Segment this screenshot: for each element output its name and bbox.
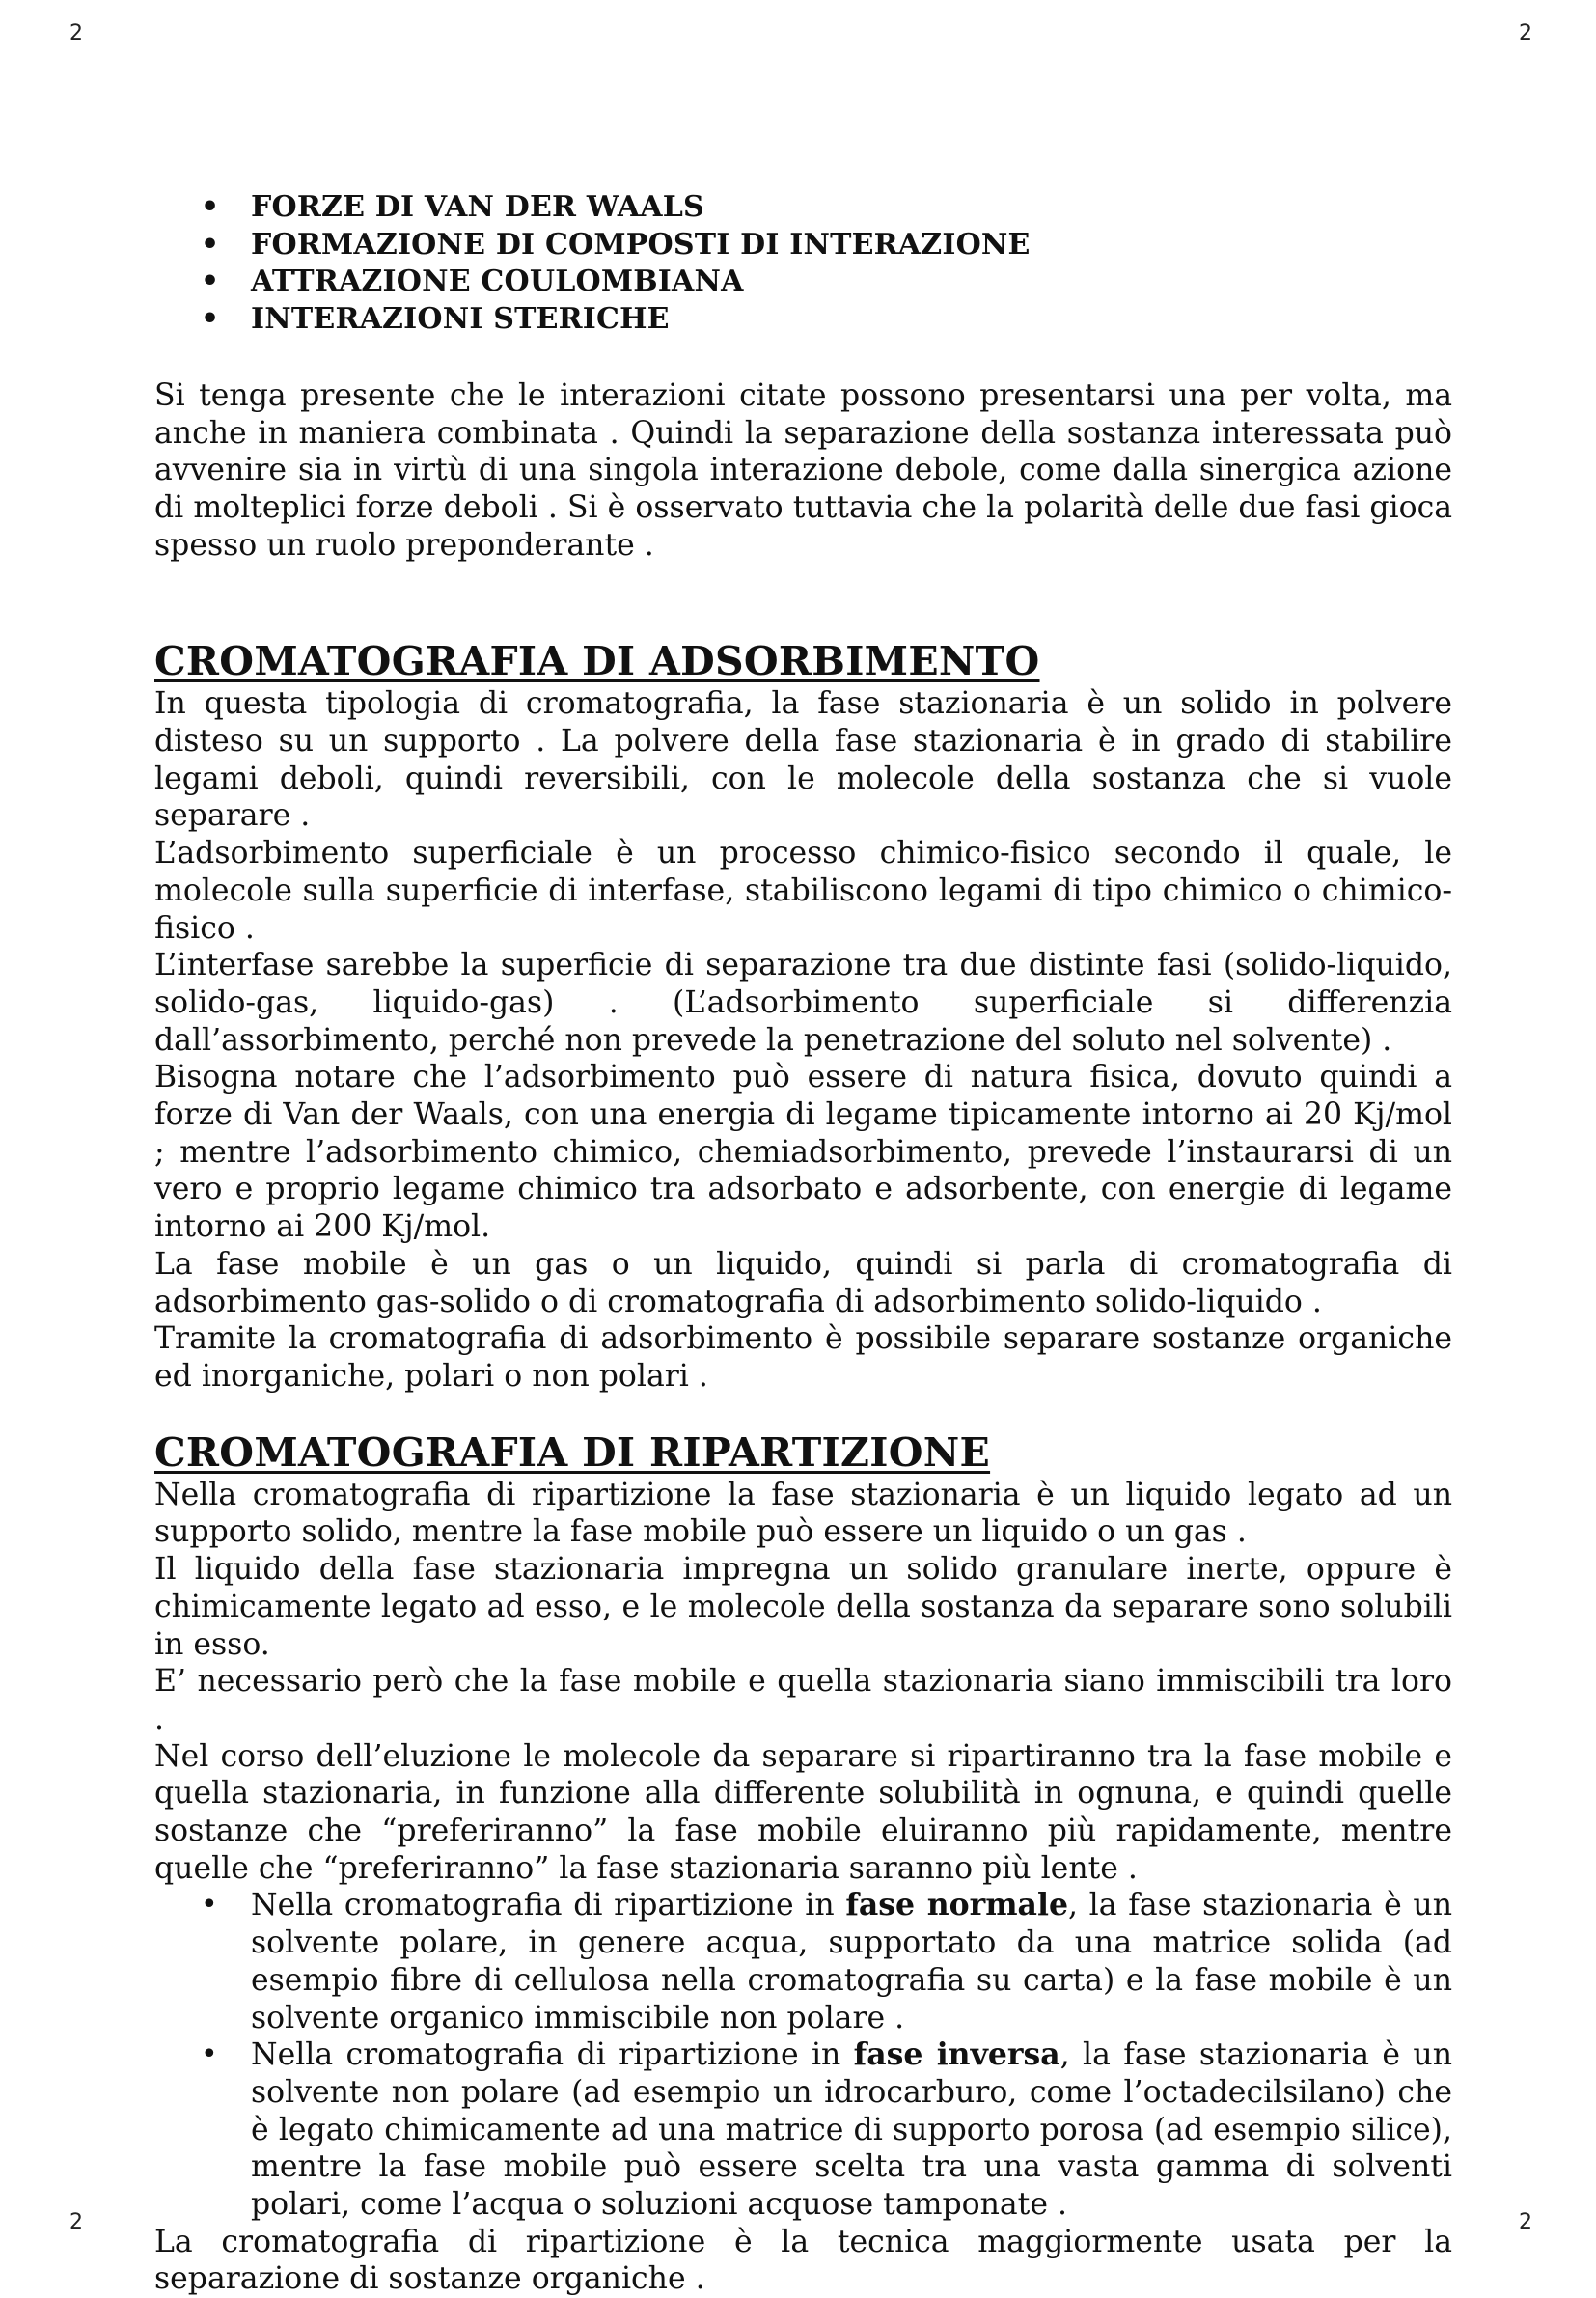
page-number-bottom-left: 2 (69, 2210, 83, 2234)
paragraph: L’adsorbimento superficiale è un processo chimico-fisico secondo il quale, le molecole sulla superficie di interfase, stabiliscono legami di tipo chimico o chimico-fisico . (154, 836, 1452, 946)
list-item-fase-inversa (154, 2036, 1452, 2224)
page-number-bottom-right: 2 (1519, 2210, 1532, 2234)
bullet-text: Nella cromatografia di ripartizione in (251, 2037, 854, 2073)
paragraph: L’interfase sarebbe la superficie di separazione tra due distinte fasi (solido-liquido, solido-gas, liquido-gas) . (L’adsorbimento superficiale si differenzia dall’assorbimento, perché non prevede la penetrazione del soluto nel solvente) . (154, 948, 1452, 1058)
paragraph: Tramite la cromatografia di adsorbimento è possibile separare sostanze organiche ed inorganiche, polari o non polari . (154, 1321, 1452, 1394)
page-number-top-left: 2 (69, 21, 83, 45)
section-ripartizione (154, 1477, 1452, 2298)
paragraph: Nel corso dell’eluzione le molecole da separare si ripartiranno tra la fase mobile e quella stazionaria, in funzione alla differente solubilità in ognuna, e quindi quelle sostanze che “preferiranno” la fase mobile eluiranno più rapidamente, mentre quelle che “preferiranno” la fase stazionaria saranno più lente . (154, 1738, 1452, 1886)
bullet-text: , la fase stazionaria è un solvente polare, in genere acqua, supportato da una matrice solida (ad esempio fibre di cellulosa nella cromatografia su carta) e la fase mobile è un solvente organico immiscibile non polare . (251, 1888, 1452, 2035)
paragraph: Il liquido della fase stazionaria impregna un solido granulare inerte, oppure è chimicamente legato ad esso, e le molecole della sostanza da separare sono solubili in esso. (154, 1552, 1452, 1662)
list-item: • INTERAZIONI STERICHE (154, 301, 1452, 339)
bullet-text: , la fase stazionaria è un solvente non polare (ad esempio un idrocarburo, come l’octadecilsilano) che è legato chimicamente ad una matrice di supporto porosa (ad esempio silice), mentre la fase mobile può essere scelta tra una vasta gamma di solventi polari, come l’acqua o soluzioni acquose tamponate . (251, 2037, 1452, 2223)
paragraph: In questa tipologia di cromatografia, la fase stazionaria è un solido in polvere disteso su un supporto . La polvere della fase stazionaria è in grado di stabilire legami deboli, quindi reversibili, con le molecole della sostanza che si vuole separare . (154, 686, 1452, 834)
closing-paragraph: La cromatografia di ripartizione è la tecnica maggiormente usata per la separazione di sostanze organiche . (154, 2224, 1452, 2297)
section-heading-adsorbimento: CROMATOGRAFIA DI ADSORBIMENTO (154, 638, 1040, 685)
list-item: • FORMAZIONE DI COMPOSTI DI INTERAZIONE (154, 227, 1452, 264)
page-number-top-right: 2 (1519, 21, 1532, 45)
phase-type-list (154, 1887, 1452, 2223)
list-item: • FORZE DI VAN DER WAALS (154, 189, 1452, 227)
term-fase-normale: fase normale (845, 1887, 1068, 1924)
section-adsorbimento (154, 685, 1452, 1395)
intro-paragraph: Si tenga presente che le interazioni citate possono presentarsi una per volta, ma anche in maniera combinata . Quindi la separazione della sostanza interessata può avvenire sia in virtù di una singola interazione debole, come dalla sinergica azione di molteplici forze deboli . Si è osservato tuttavia che la polarità delle due fasi gioca spesso un ruolo preponderante . (154, 377, 1452, 563)
term-fase-inversa: fase inversa (853, 2036, 1060, 2073)
paragraph: Bisogna notare che l’adsorbimento può essere di natura fisica, dovuto quindi a forze di Van der Waals, con una energia di legame tipicamente intorno ai 20 Kj/mol ; mentre l’adsorbimento chimico, chemiadsorbimento, prevede l’instaurarsi di un vero e proprio legame chimico tra adsorbato e adsorbente, con energie di legame intorno ai 200 Kj/mol. (154, 1060, 1452, 1245)
interaction-list (154, 189, 1452, 339)
list-item: • ATTRAZIONE COULOMBIANA (154, 263, 1452, 301)
paragraph: E’ necessario però che la fase mobile e quella stazionaria siano immiscibili tra loro . (154, 1664, 1452, 1736)
paragraph: La fase mobile è un gas o un liquido, quindi si parla di cromatografia di adsorbimento gas-solido o di cromatografia di adsorbimento solido-liquido . (154, 1246, 1452, 1319)
paragraph: Nella cromatografia di ripartizione la fase stazionaria è un liquido legato ad un supporto solido, mentre la fase mobile può essere un liquido o un gas . (154, 1477, 1452, 1550)
document-body (154, 189, 1452, 2298)
list-item-fase-normale (154, 1887, 1452, 2036)
section-heading-ripartizione: CROMATOGRAFIA DI RIPARTIZIONE (154, 1428, 991, 1476)
bullet-text: Nella cromatografia di ripartizione in (251, 1888, 846, 1924)
